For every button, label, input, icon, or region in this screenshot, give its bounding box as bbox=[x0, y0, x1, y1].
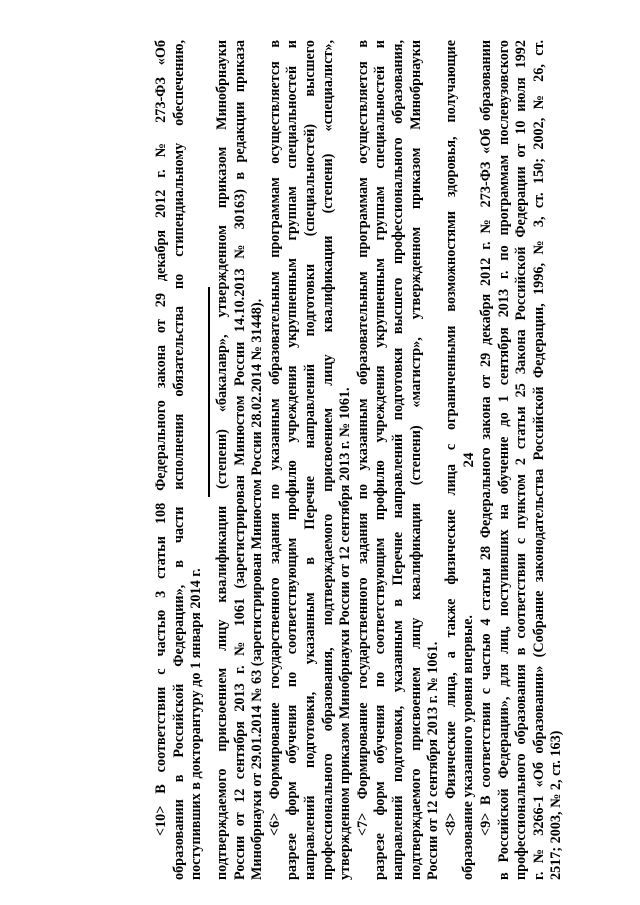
rotated-page-content bbox=[66, 40, 565, 880]
footnote-9-line: <9> В соответствии с частью 4 статьи 28 Федерального закона от 29 декабря 2012 г. № 273-ФЗ «Об образовании bbox=[477, 40, 494, 836]
footnote-10-line: образовании в Российской Федерации», в части исполнения обязательства по стипендиальному обеспечению, bbox=[170, 40, 187, 880]
footnote-9-line: 2517; 2003, № 2, ст. 163) bbox=[548, 730, 565, 880]
footnote-6-line: направлений подготовки, указанным в Перечне направлений подготовки (специальностей) высшего bbox=[301, 40, 318, 880]
bottom-paragraph-block bbox=[66, 40, 206, 880]
footnote-7-line: <7> Формирование государственного задания по указанным образовательным программам осуществляется в bbox=[354, 40, 371, 836]
footnote-7-line: разрезе форм обучения по соответствующим профилю учреждения укрупненным группам специальностей и bbox=[372, 40, 389, 880]
footnote-6-line: разрезе форм обучения по соответствующим профилю учреждения укрупненным группам специальностей и bbox=[284, 40, 301, 880]
footnote-6-line: утвержденном приказом Минобрнауки России от 12 сентября 2013 г. № 1061. bbox=[337, 387, 354, 880]
footnote-6-line: <6> Формирование государственного задания по указанным образовательным программам осуществляется в bbox=[266, 40, 283, 836]
page-number: 24 bbox=[461, 452, 477, 468]
footnote-divider-line bbox=[208, 287, 210, 497]
footnote-7-line: подтверждаемого присвоением лицу квалификации (степени) «магистр», утвержденном приказом Минобрнауки bbox=[407, 40, 424, 880]
footnote-6-line: профессионального образования, подтверждаемого присвоением лицу квалификации (степени) «специалист», bbox=[319, 40, 336, 880]
footnote-9-line: профессионального образования в соответствии с пунктом 2 статьи 25 Закона Российской Федерации от 10 июля 1992 bbox=[513, 40, 530, 880]
footnote-5-continuation-line: России от 12 сентября 2013 г. № 1061 (зарегистрирован Минюстом России 14.10.2013 № 30163) в редакции приказа bbox=[231, 40, 248, 880]
footnote-8-line: образование указанного уровня впервые. bbox=[460, 615, 477, 880]
footnote-5-continuation-line: Минобрнауки от 29.01.2014 № 63 (зарегистрирован Минюстом России 28.02.2014 № 31448). bbox=[249, 298, 266, 880]
footnote-10-line: поступивших в докторантуру до 1 января 2014 г. bbox=[188, 568, 205, 880]
footnote-5-continuation-line: подтверждаемого присвоением лицу квалификации (степени) «бакалавр», утвержденном приказом Минобрнауки bbox=[214, 40, 230, 880]
footnote-7-line: России от 12 сентября 2013 г. № 1061. bbox=[425, 641, 442, 880]
footnote-8-line: <8> Физические лица, а также физические лица с ограниченными возможностями здоровья, получающие bbox=[442, 40, 459, 836]
footnote-9-line: в Российской Федерации», для лиц, поступивших на обучение до 1 сентября 2013 г. по программам послевузовского bbox=[495, 40, 512, 880]
footnote-9-line: г. № 3266-1 «Об образовании» (Собрание законодательства Российской Федерации, 1996, № 3, ст. 150; 2002, № 26, ст. bbox=[530, 40, 547, 880]
footnote-7-line: направлений подготовки, указанным в Перечне направлений подготовки высшего профессионального образования, bbox=[389, 40, 406, 880]
footnote-10-line: <10> В соответствии с частью 3 статьи 108 Федерального закона от 29 декабря 2012 г. № 273-ФЗ «Об bbox=[153, 40, 170, 836]
